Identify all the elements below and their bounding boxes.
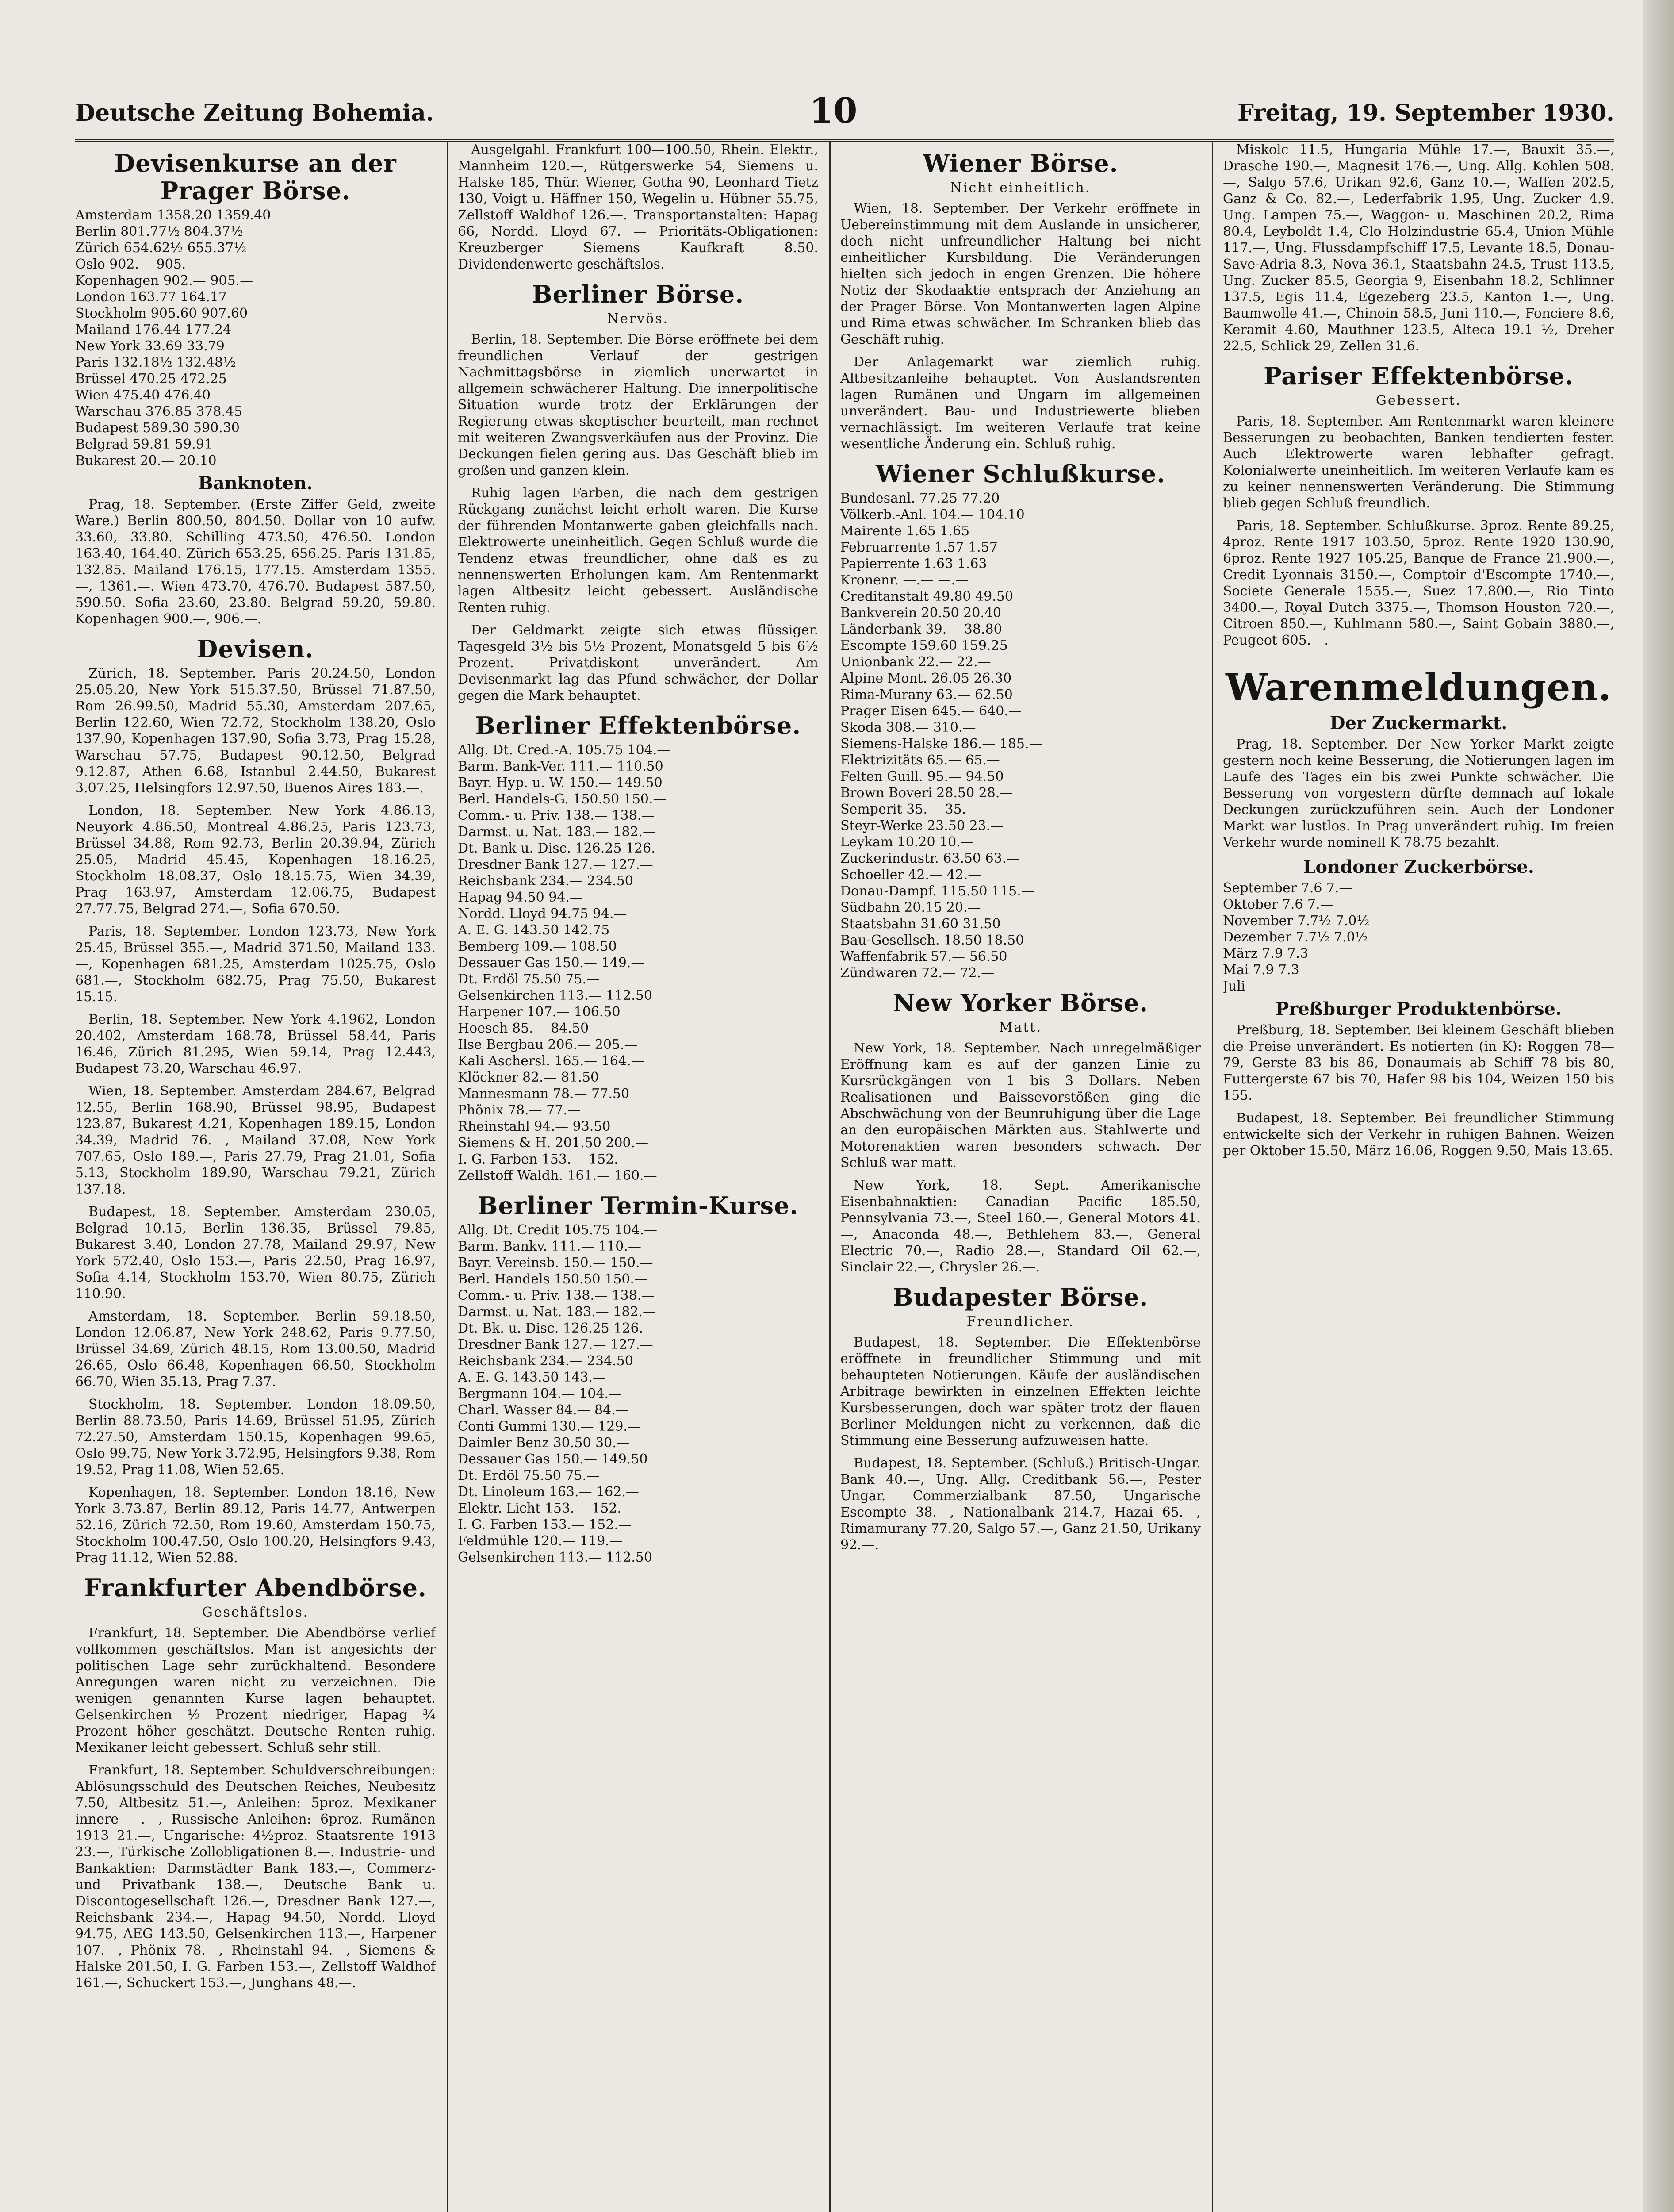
devisen-list xyxy=(75,207,436,469)
wien-paragraph: Der Anlagemarkt war ziemlich ruhig. Altbesitzanleihe behauptet. Von Auslandsrenten lagen Rumänen und Ungarn im allgemeinen unverändert. Bau- und Industriewerte blieben vernachlässigt. Im weiteren Verlaufe trat keine wesentliche Änderung ein. Schluß ruhig. xyxy=(840,354,1201,452)
devisen-line: Paris 132.18½ 132.48½ xyxy=(75,355,236,370)
effekten-line: Hoesch 85.— 84.50 xyxy=(458,1021,589,1036)
effekten-line: Klöckner 82.— 81.50 xyxy=(458,1070,599,1085)
schluss-line: Rima-Murany 63.— 62.50 xyxy=(840,687,1013,703)
londoner-line: Oktober 7.6 7.— xyxy=(1223,897,1333,912)
termin-line: Berl. Handels 150.50 150.— xyxy=(458,1271,647,1287)
col2-top-text: Ausgelgahl. Frankfurt 100—100.50, Rhein. Elektr., Mannheim 120.—, Rütgerswerke 54, Siemens u. Halske 185, Thür. Wiener, Gotha 90, Leonhard Tietz 130, Voigt u. Häffner 150, Wegelin u. Hübner 55.75, Zellstoff Waldhof 126.—. Transportanstalten: Hapag 66, Nordd. Lloyd 67. — Prioritäts-Obligationen: Kreuzberger Siemens Kaufkraft 8.50. Dividendenwerte geschäftslos. xyxy=(458,142,818,272)
devisen2-paragraph: Kopenhagen, 18. September. London 18.16, New York 3.73.87, Berlin 89.12, Paris 14.77, Antwerpen 52.16, Zürich 72.50, Rom 19.60, Amsterdam 150.75, Stockholm 100.47.50, Oslo 100.20, Helsingfors 9.43, Prag 11.12, Wien 52.88. xyxy=(75,1485,436,1566)
devisen2-paragraph: Stockholm, 18. September. London 18.09.50, Berlin 88.73.50, Paris 14.69, Brüssel 51.95, Zürich 72.27.50, Amsterdam 150.15, Kopenhagen 99.65, Oslo 99.75, New York 3.72.95, Helsingfors 9.38, Rom 19.52, Prag 11.08, Wien 52.65. xyxy=(75,1397,436,1478)
produkten-paragraph: Preßburg, 18. September. Bei kleinem Geschäft blieben die Preise unverändert. Es notierten (in K): Roggen 78—79, Gerste 83 bis 86, Donaumais ab Schiff 78 bis 80, Futtergerste 67 bis 70, Hafer 98 bis 104, Weizen 150 bis 155. xyxy=(1223,1022,1614,1103)
termin-line: Dessauer Gas 150.— 149.50 xyxy=(458,1452,648,1467)
berlin-paragraph: Berlin, 18. September. Die Börse eröffnete bei dem freundlichen Verlauf der gestrigen Nachmittagsbörse in ziemlich unerwartet in allgemein schwächerer Haltung. Die innerpolitische Situation wurde trotz der Erklärungen der Regierung etwas skeptischer beurteilt, man rechnet mit weiteren Zwangsverkäufen aus der Provinz. Die Deckungen fielen gering aus. Das Geschäft blieb im großen und ganzen klein. xyxy=(458,332,818,478)
londoner-heading: Londoner Zuckerbörse. xyxy=(1303,856,1534,877)
effekten-line: Mannesmann 78.— 77.50 xyxy=(458,1086,630,1102)
devisen-line: Oslo 902.— 905.— xyxy=(75,257,199,272)
devisen-line: Berlin 801.77½ 804.37½ xyxy=(75,224,243,239)
masthead-date: Freitag, 19. September 1930. xyxy=(1237,100,1614,127)
devisen2-paragraph: Zürich, 18. September. Paris 20.24.50, London 25.05.20, New York 515.37.50, Brüssel 71.87.50, Rom 26.99.50, Madrid 55.30, Amsterdam 207.65, Berlin 122.60, Wien 72.72, Stockholm 138.20, Oslo 137.90, Kopenhagen 137.90, Sofia 3.73, Prag 15.28, Warschau 57.75, Budapest 90.12.50, Belgrad 9.12.87, Athen 6.68, Istanbul 2.44.50, Bukarest 3.07.25, Helsingfors 12.97.50, Buenos Aires 183.—. xyxy=(75,666,436,796)
termin-line: Reichsbank 234.— 234.50 xyxy=(458,1353,633,1369)
produkten-heading: Preßburger Produktenbörse. xyxy=(1276,998,1562,1019)
schluss-line: Kronenr. —.— —.— xyxy=(840,572,969,588)
devisen-line: Wien 475.40 476.40 xyxy=(75,388,211,403)
budapest-subheading: Freundlicher. xyxy=(966,1314,1075,1329)
column-rule xyxy=(1212,142,1213,2212)
termin-line: Dresdner Bank 127.— 127.— xyxy=(458,1337,653,1352)
newyork-paragraph: New York, 18. September. Nach unregelmäßiger Eröffnung kam es auf der ganzen Linie zu Kursrückgängen von 1 bis 3 Dollars. Neben Realisationen und Baissevorstößen ging die Abschwächung von der Beunruhigung über die Lage an den europäischen Märkten aus. Stahlwerte und Motorenaktien waren besonders schwach. Der Schluß war matt. xyxy=(840,1041,1201,1171)
budapest-heading: Budapester Börse. xyxy=(893,1283,1149,1311)
schluss-line: Bankverein 20.50 20.40 xyxy=(840,605,1001,621)
paris-paragraph: Paris, 18. September. Am Rentenmarkt waren kleinere Besserungen zu beobachten, Banken tendierten fester. Auch Elektrowerte waren lebhafter gefragt. Kolonialwerte uneinheitlich. Im weiteren Verlaufe kam es zu keiner nennenswerten Veränderung. Die Stimmung blieb gegen Schluß freundlich. xyxy=(1223,414,1614,511)
schluss-line: Elektrizitäts 65.— 65.— xyxy=(840,753,1000,768)
schluss-line: Südbahn 20.15 20.— xyxy=(840,900,981,915)
termin-list xyxy=(458,1222,818,1566)
termin-line: Bergmann 104.— 104.— xyxy=(458,1386,622,1402)
effekten-line: Barm. Bank-Ver. 111.— 110.50 xyxy=(458,759,663,774)
devisen2-paragraph: London, 18. September. New York 4.86.13, Neuyork 4.86.50, Montreal 4.86.25, Paris 123.73, Brüssel 34.88, Rom 92.73, Berlin 20.39.94, Zürich 25.05, Madrid 45.45, Kopenhagen 18.16.25, Stockholm 18.08.37, Oslo 18.15.75, Wien 34.39, Prag 163.97, Amsterdam 12.06.75, Budapest 27.77.75, Belgrad 274.—, Sofia 670.50. xyxy=(75,803,436,917)
schluss-line: Prager Eisen 645.— 640.— xyxy=(840,703,1022,719)
berlin-subheading: Nervös. xyxy=(607,311,669,326)
termin-line: Dt. Erdöl 75.50 75.— xyxy=(458,1468,600,1483)
wien-subheading: Nicht einheitlich. xyxy=(950,180,1091,196)
devisen-heading: Devisenkurse an der Prager Börse. xyxy=(114,149,397,205)
londoner-line: Dezember 7.7½ 7.0½ xyxy=(1223,929,1368,945)
devisen2-paragraph: Paris, 18. September. London 123.73, New York 25.45, Brüssel 355.—, Madrid 371.50, Mailand 133.—, Kopenhagen 681.25, Amsterdam 1025.75, Oslo 681.—, Stockholm 682.75, Prag 75.50, Bukarest 15.15. xyxy=(75,924,436,1005)
schluss-line: Bau-Gesellsch. 18.50 18.50 xyxy=(840,933,1024,948)
termin-line: Elektr. Licht 153.— 152.— xyxy=(458,1501,635,1516)
termin-line: A. E. G. 143.50 143.— xyxy=(458,1370,606,1385)
devisen-line: Budapest 589.30 590.30 xyxy=(75,420,240,436)
devisen-line: New York 33.69 33.79 xyxy=(75,338,225,354)
termin-line: Dt. Linoleum 163.— 162.— xyxy=(458,1484,639,1500)
frankfurt-heading: Frankfurter Abendbörse. xyxy=(84,1574,427,1602)
londoner-line: März 7.9 7.3 xyxy=(1223,946,1309,961)
effekten-line: Darmst. u. Nat. 183.— 182.— xyxy=(458,824,656,840)
page-fold-shadow xyxy=(1643,0,1674,2212)
schluss-line: Brown Boveri 28.50 28.— xyxy=(840,785,1013,801)
londoner-line: Juli — — xyxy=(1223,979,1280,994)
schluss-line: Waffenfabrik 57.— 56.50 xyxy=(840,949,1007,964)
effekten-line: Berl. Handels-G. 150.50 150.— xyxy=(458,791,667,807)
termin-line: I. G. Farben 153.— 152.— xyxy=(458,1517,632,1532)
termin-line: Allg. Dt. Credit 105.75 104.— xyxy=(458,1222,658,1238)
termin-line: Barm. Bankv. 111.— 110.— xyxy=(458,1239,641,1254)
column-4 xyxy=(1223,142,1614,2212)
effekten-line: Dt. Erdöl 75.50 75.— xyxy=(458,972,600,987)
column-1 xyxy=(75,142,436,2212)
effekten-line: A. E. G. 143.50 142.75 xyxy=(458,922,610,938)
effekten-line: Dessauer Gas 150.— 149.— xyxy=(458,955,644,971)
frankfurt-paragraph: Frankfurt, 18. September. Schuldverschreibungen: Ablösungsschuld des Deutschen Reiches, Neubesitz 7.50, Altbesitz 51.—, Anleihen: 5proz. Mexikaner innere —.—, Russische Anleihen: 6proz. Rumänen 1913 21.—, Ungarische: 4½proz. Staatsrente 1913 23.—, Türkische Zollobligationen 8.—. Industrie- und Bankaktien: Darmstädter Bank 183.—, Commerz- und Privatbank 138.—, Deutsche Bank u. Discontogesellschaft 126.—, Dresdner Bank 127.—, Reichsbank 234.—, Hapag 94.50, Nordd. Lloyd 94.75, AEG 143.50, Gelsenkirchen 113.—, Harpener 107.—, Phönix 78.—, Rheinstahl 94.—, Siemens & Halske 201.50, I. G. Farben 153.—, Zellstoff Waldhof 161.—, Schuckert 153.—, Junghans 48.—. xyxy=(75,1763,436,1991)
londoner-line: September 7.6 7.— xyxy=(1223,880,1352,896)
budapest-paragraph: Budapest, 18. September. Die Effektenbörse eröffnete in freundlicher Stimmung und mit behaupteten Notierungen. Käufe der ausländischen Arbitrage bewirkten in einzelnen Effekten leichte Kursbesserungen, doch war später trotz der flauen Berliner Meldungen nicht zu verkennen, daß die Stimmung eine Besserung aufzuweisen hatte. xyxy=(840,1335,1201,1448)
frankfurt-subheading: Geschäftslos. xyxy=(202,1605,309,1620)
waren-heading: Warenmeldungen. xyxy=(1226,665,1612,709)
devisen-line: Kopenhagen 902.— 905.— xyxy=(75,273,253,288)
devisen2-paragraph: Berlin, 18. September. New York 4.1962, London 20.402, Amsterdam 168.78, Brüssel 58.44, Paris 16.46, Zürich 81.295, Wien 59.14, Prag 12.443, Budapest 73.20, Warschau 46.97. xyxy=(75,1012,436,1076)
newyork-heading: New Yorker Börse. xyxy=(893,989,1148,1017)
schluss-line: Schoeller 42.— 42.— xyxy=(840,867,981,883)
effekten-line: Phönix 78.— 77.— xyxy=(458,1102,581,1118)
newyork-subheading: Matt. xyxy=(999,1020,1042,1035)
schluss-line: Siemens-Halske 186.— 185.— xyxy=(840,736,1042,752)
page-number: 10 xyxy=(809,91,858,131)
schluss-heading: Wiener Schlußkurse. xyxy=(875,460,1166,488)
effekten-line: Kali Aschersl. 165.— 164.— xyxy=(458,1053,644,1069)
devisen-line: Zürich 654.62½ 655.37½ xyxy=(75,240,247,256)
effekten-line: Dresdner Bank 127.— 127.— xyxy=(458,857,653,872)
effekten-line: Zellstoff Waldh. 161.— 160.— xyxy=(458,1168,657,1183)
schluss-line: Creditanstalt 49.80 49.50 xyxy=(840,589,1013,604)
schluss-list xyxy=(840,490,1201,981)
schluss-line: Unionbank 22.— 22.— xyxy=(840,654,991,670)
schluss-line: Länderbank 39.— 38.80 xyxy=(840,622,1002,637)
devisen-line: Stockholm 905.60 907.60 xyxy=(75,306,248,321)
schluss-line: Skoda 308.— 310.— xyxy=(840,720,976,735)
berlin-paragraph: Ruhig lagen Farben, die nach dem gestrigen Rückgang zunächst leicht erholt waren. Die Kurse der führenden Montanwerte gaben gleichfalls nach. Elektrowerte uneinheitlich. Gegen Schluß wurde die Tendenz etwas freundlicher, ohne daß es zu nennenswerten Erholungen kam. Am Rentenmarkt lagen Altbesitz leicht gebessert. Ausländische Renten ruhig. xyxy=(458,485,818,615)
paris-heading: Pariser Effektenbörse. xyxy=(1264,362,1574,390)
zucker-paragraph: Prag, 18. September. Der New Yorker Markt zeigte gestern noch keine Besserung, die Notierungen lagen im Laufe des Tages ein bis zwei Punkte schwächer. Die Besserung von vorgestern dürfte demnach auf lokale Deckungen zurückzuführen sein. Auch der Londoner Markt war lustlos. In Prag unverändert ruhig. Im freien Verkehr wurde nominell K 78.75 bezahlt. xyxy=(1223,737,1614,850)
schluss-line: Zündwaren 72.— 72.— xyxy=(840,965,995,981)
schluss-line: Staatsbahn 31.60 31.50 xyxy=(840,916,1001,932)
termin-line: Daimler Benz 30.50 30.— xyxy=(458,1435,630,1451)
column-rule xyxy=(829,142,831,2212)
devisen-line: Brüssel 470.25 472.25 xyxy=(75,371,227,387)
londoner-line: Mai 7.9 7.3 xyxy=(1223,962,1299,978)
effekten-heading: Berliner Effektenbörse. xyxy=(475,711,801,740)
schluss-line: Bundesanl. 77.25 77.20 xyxy=(840,491,1000,506)
devisen-line: Warschau 376.85 378.45 xyxy=(75,404,243,419)
newyork-paragraph: New York, 18. Sept. Amerikanische Eisenbahnaktien: Canadian Pacific 185.50, Pennsylvania 73.—, Steel 160.—, General Motors 41.—, Anaconda 48.—, Bethlehem 83.—, General Electric 70.—, Radio 28.—, Standard Oil 62.—, Sinclair 22.—, Chrysler 26.—. xyxy=(840,1178,1201,1275)
termin-line: Bayr. Vereinsb. 150.— 150.— xyxy=(458,1255,653,1271)
effekten-line: Ilse Bergbau 206.— 205.— xyxy=(458,1037,638,1052)
termin-line: Conti Gummi 130.— 129.— xyxy=(458,1419,641,1434)
schluss-line: Papierrente 1.63 1.63 xyxy=(840,556,987,572)
column-2 xyxy=(458,142,818,2212)
banknoten-text: Prag, 18. September. (Erste Ziffer Geld, zweite Ware.) Berlin 800.50, 804.50. Dollar von 10 aufw. 33.60, 33.80. Schilling 473.50, 476.50. London 163.40, 164.40. Zürich 653.25, 656.25. Paris 131.85, 132.85. Mailand 176.15, 177.15. Amsterdam 1355.—, 1361.—. Wien 473.70, 476.70. Budapest 587.50, 590.50. Sofia 23.60, 23.80. Belgrad 59.20, 59.80. Kopenhagen 900.—, 906.—. xyxy=(75,497,436,627)
termin-line: Feldmühle 120.— 119.— xyxy=(458,1533,623,1549)
termin-heading: Berliner Termin-Kurse. xyxy=(477,1191,799,1220)
effekten-line: Comm.- u. Priv. 138.— 138.— xyxy=(458,808,655,823)
londoner-line: November 7.7½ 7.0½ xyxy=(1223,913,1370,929)
schluss-line: Semperit 35.— 35.— xyxy=(840,802,980,817)
effekten-line: Bayr. Hyp. u. W. 150.— 149.50 xyxy=(458,775,663,791)
schluss-line: Leykam 10.20 10.— xyxy=(840,834,974,850)
column-3 xyxy=(840,142,1201,2212)
devisen-line: London 163.77 164.17 xyxy=(75,289,227,305)
effekten-line: Bemberg 109.— 108.50 xyxy=(458,939,617,954)
schluss-line: Steyr-Werke 23.50 23.— xyxy=(840,818,1004,833)
termin-line: Darmst. u. Nat. 183.— 182.— xyxy=(458,1304,656,1320)
termin-line: Comm.- u. Priv. 138.— 138.— xyxy=(458,1288,655,1303)
wien-paragraph: Wien, 18. September. Der Verkehr eröffnete in Uebereinstimmung mit dem Auslande in unsicherer, doch nicht unfreundlicher Haltung bei nicht einheitlicher Kursbildung. Die Veränderungen hielten sich jedoch in engen Grenzen. Die höhere Notiz der Skodaaktie entsprach der Anziehung an der Prager Börse. Von Montanwerten lagen Alpine und Rima etwas schwächer. Im Schranken blieb das Geschäft ruhig. xyxy=(840,201,1201,347)
schluss-line: Donau-Dampf. 115.50 115.— xyxy=(840,883,1034,899)
devisen2-paragraph: Amsterdam, 18. September. Berlin 59.18.50, London 12.06.87, New York 248.62, Paris 9.77.50, Brüssel 34.69, Zürich 48.15, Rom 13.00.50, Madrid 26.65, Oslo 66.48, Kopenhagen 66.50, Stockholm 66.70, Wien 35.13, Prag 7.37. xyxy=(75,1309,436,1390)
masthead-left: Deutsche Zeitung Bohemia. xyxy=(75,100,434,127)
effekten-line: Nordd. Lloyd 94.75 94.— xyxy=(458,906,627,922)
schluss-line: Alpine Mont. 26.05 26.30 xyxy=(840,671,1012,686)
budapest-paragraph: Budapest, 18. September. (Schluß.) Britisch-Ungar. Bank 40.—, Ung. Allg. Creditbank 56.—, Pester Ungar. Commerzialbank 87.50, Ungarische Escompte 38.—, Nationalbank 214.7, Hazai 65.—, Rimamurany 77.20, Salgo 57.—, Ganz 21.50, Urikany 92.—. xyxy=(840,1455,1201,1553)
effekten-line: Gelsenkirchen 113.— 112.50 xyxy=(458,988,652,1003)
berlin-heading: Berliner Börse. xyxy=(532,280,744,308)
berlin-paragraph: Der Geldmarkt zeigte sich etwas flüssiger. Tagesgeld 3½ bis 5½ Prozent, Monatsgeld 5 bis 6½ Prozent. Privatdiskont unverändert. Am Devisenmarkt lag das Pfund schwächer, der Dollar gegen die Mark behauptet. xyxy=(458,622,818,703)
effekten-line: Dt. Bank u. Disc. 126.25 126.— xyxy=(458,841,669,856)
effekten-list xyxy=(458,742,818,1184)
devisen2-paragraph: Wien, 18. September. Amsterdam 284.67, Belgrad 12.55, Berlin 168.90, Brüssel 98.95, Budapest 123.87, Bukarest 4.21, Kopenhagen 189.15, London 34.39, Madrid 76.—, Mailand 37.08, New York 707.65, Oslo 189.—, Paris 27.79, Prag 21.01, Sofia 5.13, Stockholm 189.90, Warschau 79.21, Zürich 137.18. xyxy=(75,1083,436,1197)
zucker-heading: Der Zuckermarkt. xyxy=(1329,713,1508,733)
schluss-line: Februarrente 1.57 1.57 xyxy=(840,540,998,555)
banknoten-heading: Banknoten. xyxy=(198,473,313,494)
paris-subheading: Gebessert. xyxy=(1375,393,1462,408)
effekten-line: Reichsbank 234.— 234.50 xyxy=(458,873,633,889)
page-header xyxy=(75,91,1614,142)
schluss-line: Felten Guill. 95.— 94.50 xyxy=(840,769,1004,784)
termin-line: Gelsenkirchen 113.— 112.50 xyxy=(458,1550,652,1565)
devisen2-paragraph: Budapest, 18. September. Amsterdam 230.05, Belgrad 10.15, Berlin 136.35, Brüssel 79.85, Bukarest 3.40, London 27.78, Mailand 29.97, New York 572.40, Oslo 153.—, Paris 22.50, Prag 16.97, Sofia 4.14, Stockholm 153.70, Wien 80.75, Zürich 110.90. xyxy=(75,1204,436,1302)
devisen2-heading: Devisen. xyxy=(197,635,314,663)
schluss-line: Escompte 159.60 159.25 xyxy=(840,638,1008,653)
effekten-line: Siemens & H. 201.50 200.— xyxy=(458,1135,649,1151)
termin-line: Charl. Wasser 84.— 84.— xyxy=(458,1402,629,1418)
devisen-line: Amsterdam 1358.20 1359.40 xyxy=(75,207,271,223)
produkten-paragraph: Budapest, 18. September. Bei freundlicher Stimmung entwickelte sich der Verkehr in ruhigen Bahnen. Weizen per Oktober 15.50, März 16.06, Roggen 9.50, Mais 13.65. xyxy=(1223,1110,1614,1159)
frankfurt-paragraph: Frankfurt, 18. September. Die Abendbörse verlief vollkommen geschäftslos. Man ist angesichts der politischen Lage sehr zurückhaltend. Besondere Anregungen waren nicht zu verzeichnen. Die wenigen genannten Kurse lagen behauptet. Gelsenkirchen ½ Prozent niedriger, Hapag ¾ Prozent höher geschätzt. Deutsche Renten ruhig. Mexikaner leicht gebessert. Schluß sehr still. xyxy=(75,1625,436,1755)
termin-line: Dt. Bk. u. Disc. 126.25 126.— xyxy=(458,1321,657,1336)
effekten-line: Hapag 94.50 94.— xyxy=(458,890,583,905)
col4-top-text: Miskolc 11.5, Hungaria Mühle 17.—, Bauxit 35.—, Drasche 190.—, Magnesit 176.—, Ung. Allg. Kohlen 508.—, Salgo 57.6, Urikan 92.6, Ganz 10.—, Waffen 202.5, Ganz & Co. 82.—, Lederfabrik 1.95, Ung. Zucker 4.9. Ung. Lampen 75.—, Waggon- u. Maschinen 20.2, Rima 80.4, Leyboldt 1.4, Clo Holzindustrie 65.4, Union Mühle 117.—, Ung. Flussdampfschiff 17.5, Levante 18.5, Donau-Save-Adria 8.3, Nova 36.1, Staatsbahn 24.5, Trust 113.5, Ung. Zucker 85.5, Georgia 9, Eisenbahn 18.2, Schlinner 137.5, Egis 11.4, Egezeberg 23.5, Kanton 1.—, Ung. Baumwolle 41.—, Chinoin 58.5, Juni 110.—, Fonciere 8.6, Keramit 4.60, Mauthner 123.5, Alteca 19.1 ½, Dreher 22.5, Schlick 29, Zellen 31.6. xyxy=(1223,142,1614,354)
londoner-list xyxy=(1223,880,1614,995)
devisen-line: Mailand 176.44 177.24 xyxy=(75,322,232,338)
effekten-line: I. G. Farben 153.— 152.— xyxy=(458,1152,632,1167)
schluss-line: Völkerb.-Anl. 104.— 104.10 xyxy=(840,507,1025,522)
column-rule xyxy=(447,142,448,2212)
paris-paragraph: Paris, 18. September. Schlußkurse. 3proz. Rente 89.25, 4proz. Rente 1917 103.50, 5proz. Rente 1920 130.90, 6proz. Rente 1927 105.25, Banque de France 21.900.—, Credit Lyonnais 3150.—, Comptoir d'Escompte 1740.—, Societe Generale 1555.—, Suez 17.800.—, Rio Tinto 3400.—, Royal Dutch 3375.—, Thomson Houston 720.—, Citroen 850.—, Kuhlmann 580.—, Saint Gobain 3880.—, Peugeot 605.—. xyxy=(1223,518,1614,648)
effekten-line: Rheinstahl 94.— 93.50 xyxy=(458,1119,611,1134)
wien-heading: Wiener Börse. xyxy=(923,149,1119,177)
devisen-line: Bukarest 20.— 20.10 xyxy=(75,453,217,469)
schluss-line: Zuckerindustr. 63.50 63.— xyxy=(840,851,1020,866)
effekten-line: Allg. Dt. Cred.-A. 105.75 104.— xyxy=(458,742,670,758)
devisen-line: Belgrad 59.81 59.91 xyxy=(75,437,213,452)
effekten-line: Harpener 107.— 106.50 xyxy=(458,1004,621,1020)
schluss-line: Mairente 1.65 1.65 xyxy=(840,523,970,539)
